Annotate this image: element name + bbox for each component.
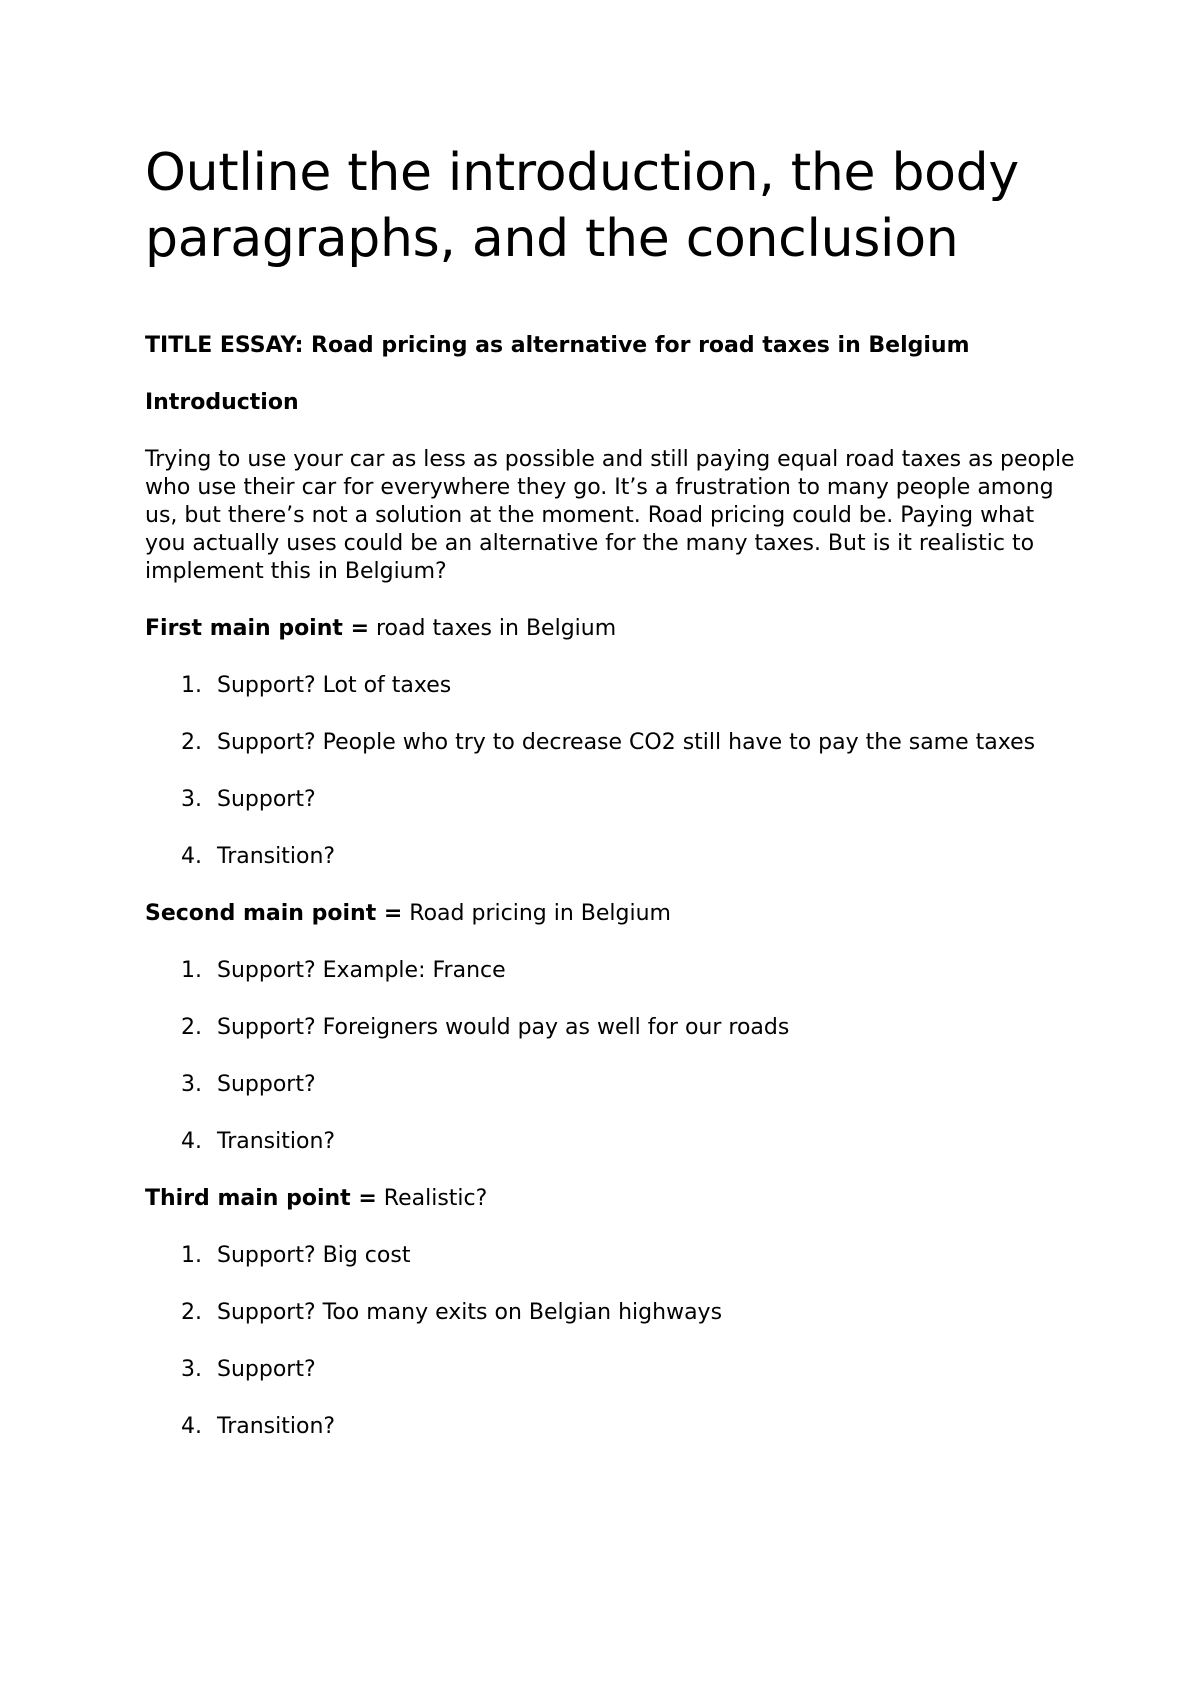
list-item: [145, 729, 1075, 757]
list-item-number: 3.: [181, 1072, 202, 1097]
main-point-topic: Road pricing in Belgium: [409, 901, 671, 926]
list-item: [145, 1356, 1075, 1384]
list-item: [145, 1242, 1075, 1270]
main-point-topic: Realistic?: [383, 1186, 488, 1211]
list-item-text: Support? Foreigners would pay as well for our roads: [217, 1015, 790, 1040]
document-heading: Outline the introduction, the body paragraphs, and the conclusion: [145, 143, 1019, 269]
list-item-text: Support? Example: France: [217, 958, 506, 983]
main-point-heading: [145, 1185, 1075, 1213]
list-item-text: Support?: [217, 1357, 316, 1382]
list-item-text: Support? Lot of taxes: [217, 673, 452, 698]
list-item: [145, 1071, 1075, 1099]
main-point-topic: road taxes in Belgium: [376, 616, 617, 641]
introduction-text: Trying to use your car as less as possible and still paying equal road taxes as people who use their car for everywhere they go. It’s a frustration to many people among us, but there’s not a solution at the moment. Road pricing could be. Paying what you actually uses could be an alternative for the many taxes. But is it realistic to implement this in Belgium?: [145, 447, 1075, 584]
main-point-label: First main point =: [145, 616, 369, 641]
list-item-text: Support?: [217, 1072, 316, 1097]
list-item-number: 2.: [181, 730, 202, 755]
main-point-heading: [145, 900, 1075, 928]
list-item-number: 1.: [181, 673, 202, 698]
list-item-text: Support? People who try to decrease CO2 still have to pay the same taxes: [217, 730, 1036, 755]
list-item-text: Support?: [217, 787, 316, 812]
list-item: [145, 672, 1075, 700]
main-point-section: [145, 1185, 1075, 1441]
main-point-section: [145, 615, 1075, 871]
list-item: [145, 843, 1075, 871]
list-item-text: Transition?: [217, 844, 336, 869]
main-point-heading: [145, 615, 1075, 643]
list-item-number: 2.: [181, 1300, 202, 1325]
list-item-text: Support? Too many exits on Belgian highways: [217, 1300, 723, 1325]
support-list: [145, 1242, 1075, 1441]
main-point-section: [145, 900, 1075, 1156]
list-item-number: 3.: [181, 1357, 202, 1382]
main-point-label: Second main point =: [145, 901, 403, 926]
list-item-number: 2.: [181, 1015, 202, 1040]
list-item-number: 4.: [181, 844, 202, 869]
document-page: [145, 140, 1075, 1441]
list-item: [145, 1299, 1075, 1327]
list-item-text: Support? Big cost: [217, 1243, 411, 1268]
list-item: [145, 1128, 1075, 1156]
list-item-number: 4.: [181, 1129, 202, 1154]
list-item-number: 3.: [181, 787, 202, 812]
list-item: [145, 1014, 1075, 1042]
support-list: [145, 957, 1075, 1156]
main-point-label: Third main point =: [145, 1186, 377, 1211]
list-item-text: Transition?: [217, 1414, 336, 1439]
list-item-number: 1.: [181, 1243, 202, 1268]
list-item: [145, 957, 1075, 985]
list-item: [145, 786, 1075, 814]
support-list: [145, 672, 1075, 871]
list-item-text: Transition?: [217, 1129, 336, 1154]
introduction-heading: Introduction: [145, 390, 299, 415]
essay-title: TITLE ESSAY: Road pricing as alternative for road taxes in Belgium: [145, 333, 970, 358]
list-item: [145, 1413, 1075, 1441]
list-item-number: 4.: [181, 1414, 202, 1439]
list-item-number: 1.: [181, 958, 202, 983]
